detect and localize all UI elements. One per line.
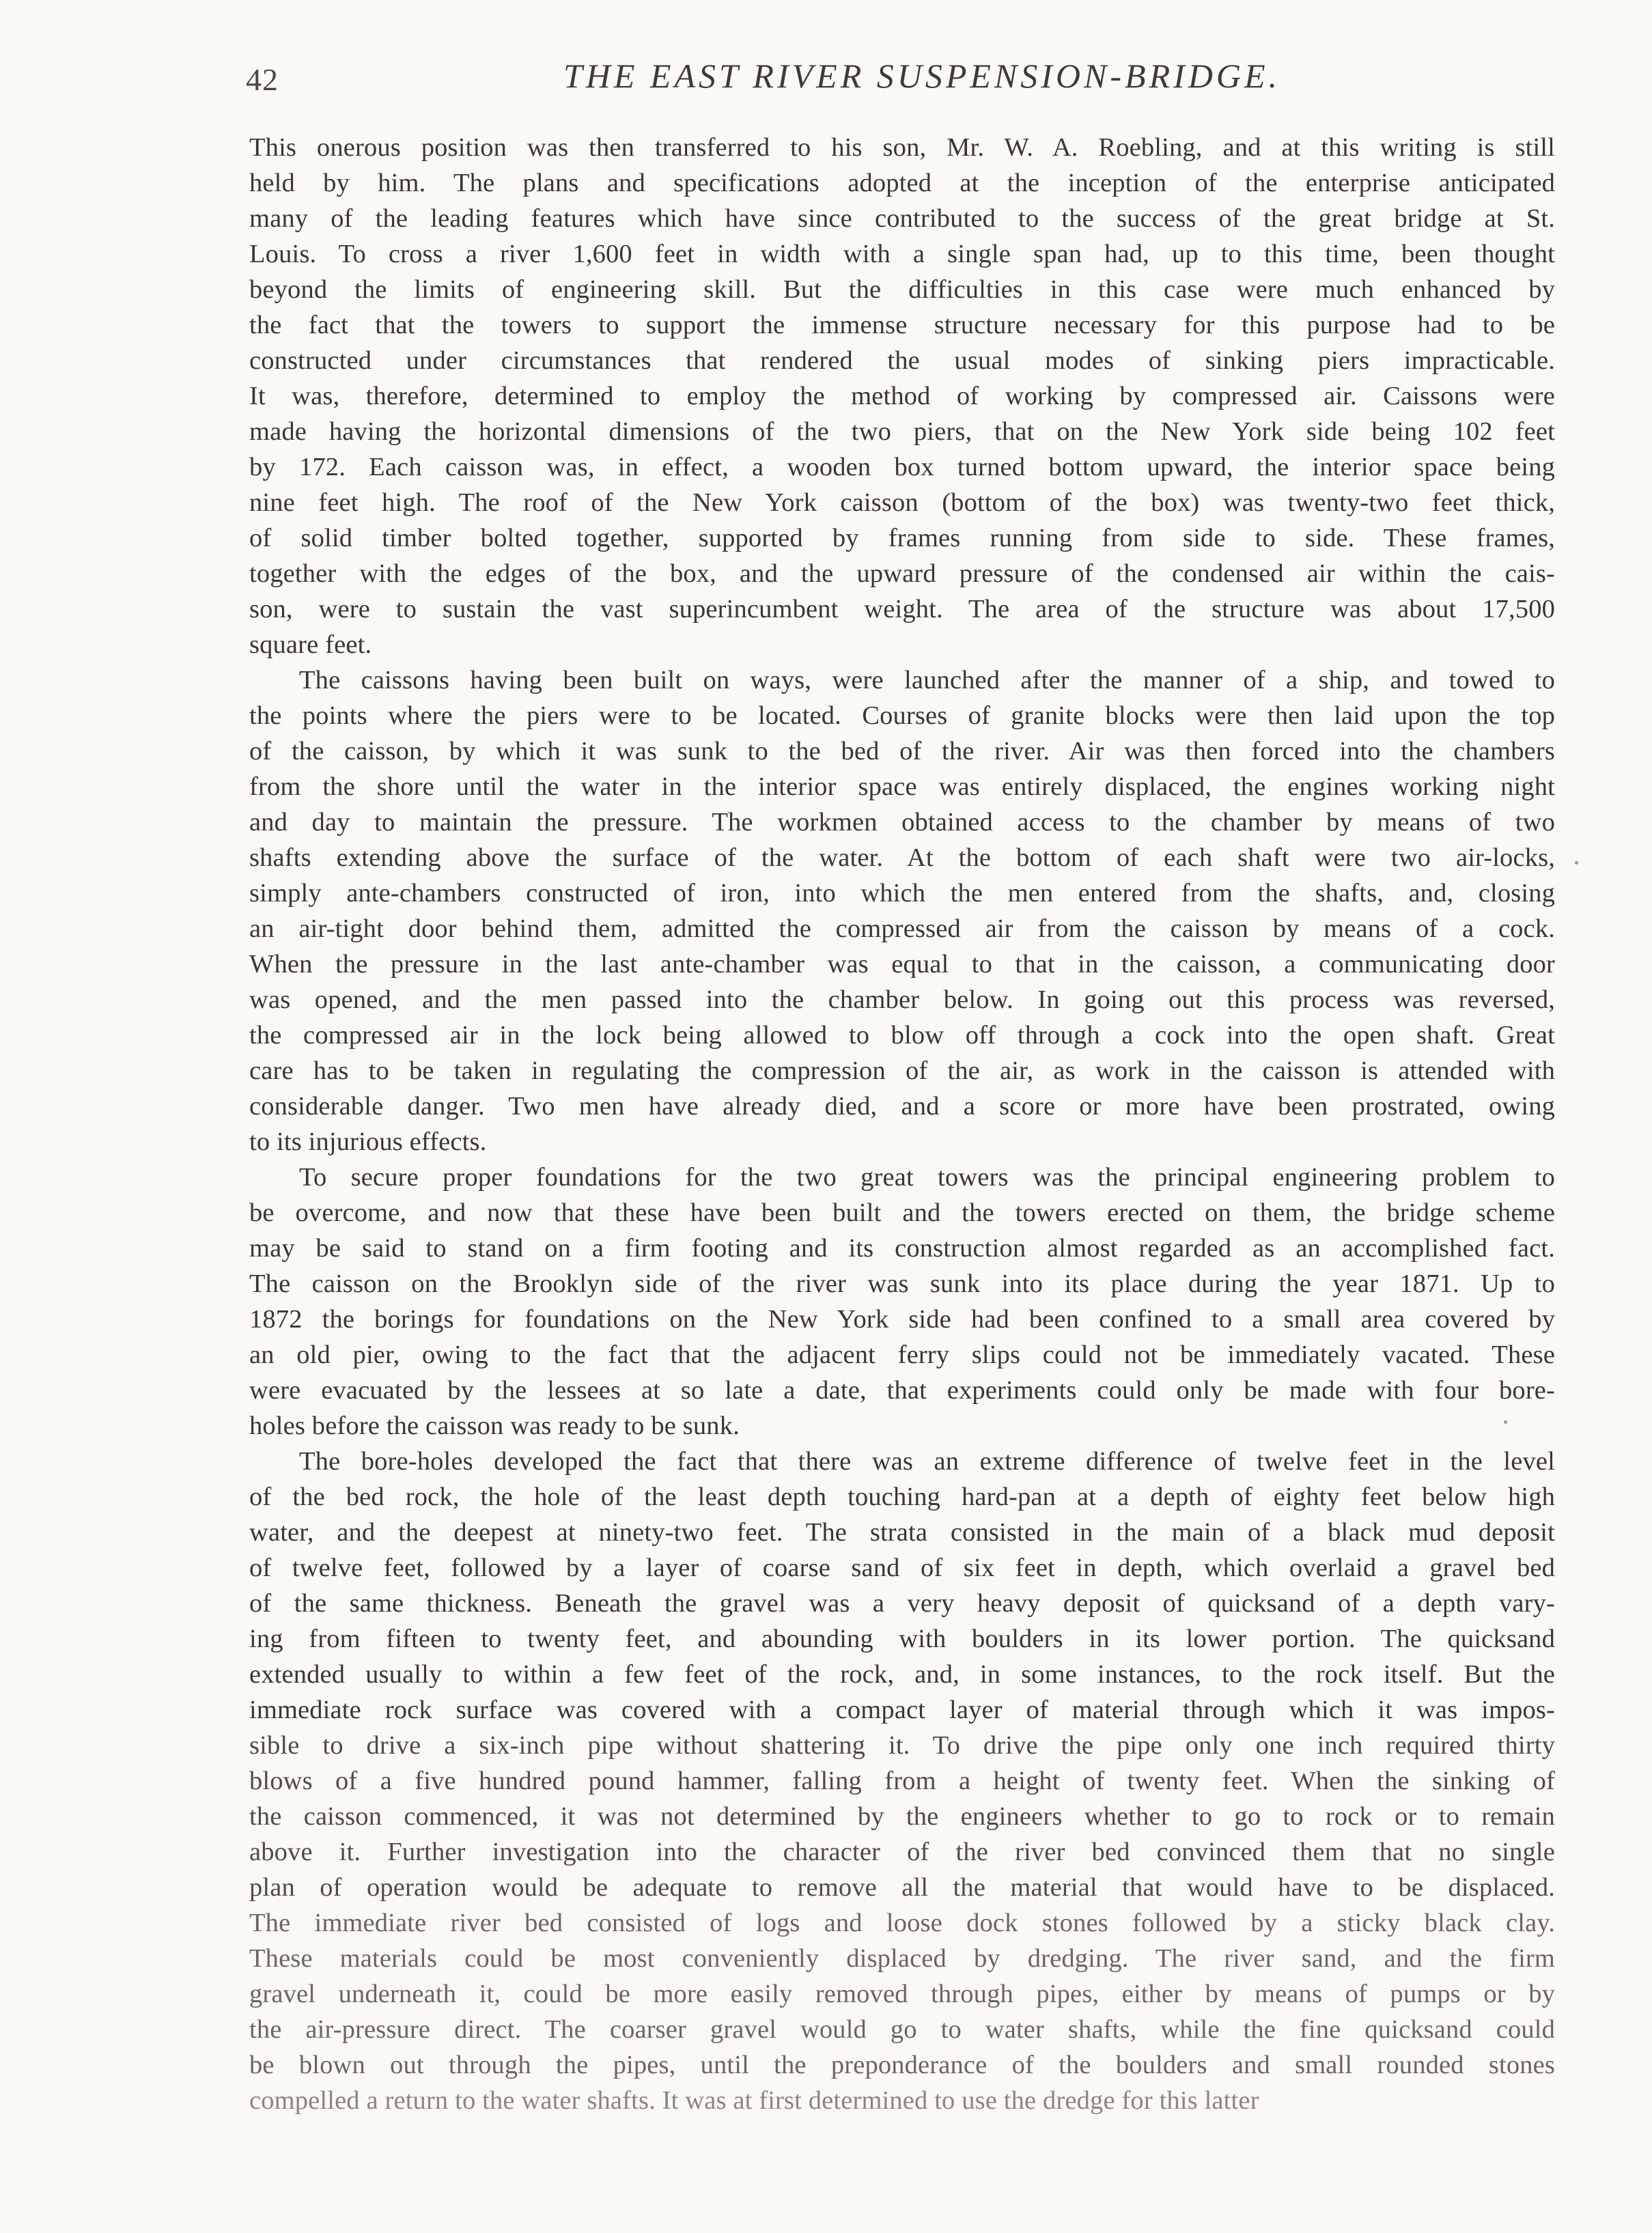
text-line: The caisson on the Brooklyn side of the river was sunk into its place during the year 1871. Up to bbox=[249, 1269, 1555, 1298]
text-line: the points where the piers were to be located. Courses of granite blocks were then laid upon the top bbox=[249, 701, 1555, 730]
text-line: square feet. bbox=[249, 630, 372, 659]
text-line: nine feet high. The roof of the New York caisson (bottom of the box) was twenty-two feet thick, bbox=[249, 488, 1555, 517]
text-line: water, and the deepest at ninety-two feet. The strata consisted in the main of a black mud deposit bbox=[249, 1518, 1555, 1547]
text-line: shafts extending above the surface of the water. At the bottom of each shaft were two air-locks, bbox=[249, 843, 1555, 872]
text-line: son, were to sustain the vast superincumbent weight. The area of the structure was about 17,500 bbox=[249, 595, 1555, 623]
text-line: from the shore until the water in the interior space was entirely displaced, the engines working night bbox=[249, 772, 1555, 801]
text-line: These materials could be most conveniently displaced by dredging. The river sand, and the firm bbox=[249, 1944, 1555, 1973]
text-line: of twelve feet, followed by a layer of coarse sand of six feet in depth, which overlaid a gravel bed bbox=[249, 1554, 1555, 1582]
text-line: of solid timber bolted together, supported by frames running from side to side. These frames, bbox=[249, 524, 1555, 552]
text-line: sible to drive a six-inch pipe without shattering it. To drive the pipe only one inch required thirty bbox=[249, 1731, 1555, 1760]
text-line: It was, therefore, determined to employ the method of working by compressed air. Caissons were bbox=[249, 382, 1555, 410]
text-line: the air-pressure direct. The coarser gravel would go to water shafts, while the fine quicksand could bbox=[249, 2015, 1555, 2044]
text-line: Louis. To cross a river 1,600 feet in width with a single span had, up to this time, been thought bbox=[249, 240, 1555, 268]
text-line: When the pressure in the last ante-chamber was equal to that in the caisson, a communicating door bbox=[249, 950, 1555, 979]
margin-mark bbox=[1504, 1420, 1507, 1424]
running-title: THE EAST RIVER SUSPENSION-BRIDGE. bbox=[563, 57, 1281, 95]
text-line: many of the leading features which have since contributed to the success of the great bridge at St. bbox=[249, 204, 1555, 233]
text-line: care has to be taken in regulating the compression of the air, as work in the caisson is attended with bbox=[249, 1056, 1555, 1085]
text-line: held by him. The plans and specifications adopted at the inception of the enterprise anticipated bbox=[249, 169, 1555, 197]
text-line: ing from fifteen to twenty feet, and abounding with boulders in its lower portion. The quicksand bbox=[249, 1625, 1555, 1653]
running-head bbox=[246, 56, 1557, 111]
text-line: the caisson commenced, it was not determined by the engineers whether to go to rock or to remain bbox=[249, 1802, 1555, 1831]
text-line: immediate rock surface was covered with a compact layer of material through which it was impos- bbox=[249, 1696, 1555, 1724]
page-number: 42 bbox=[246, 62, 279, 97]
text-line: be blown out through the pipes, until the preponderance of the boulders and small rounded stones bbox=[249, 2051, 1555, 2079]
text-line: by 172. Each caisson was, in effect, a wooden box turned bottom upward, the interior space being bbox=[249, 453, 1555, 481]
text-line: an air-tight door behind them, admitted the compressed air from the caisson by means of a cock. bbox=[249, 914, 1555, 943]
text-line: The caissons having been built on ways, were launched after the manner of a ship, and towed to bbox=[299, 666, 1555, 694]
text-line: was opened, and the men passed into the chamber below. In going out this process was reversed, bbox=[249, 985, 1555, 1014]
text-line: constructed under circumstances that rendered the usual modes of sinking piers impracticable. bbox=[249, 346, 1555, 375]
text-line: the fact that the towers to support the immense structure necessary for this purpose had to be bbox=[249, 311, 1555, 339]
text-line: The bore-holes developed the fact that there was an extreme difference of twelve feet in the level bbox=[299, 1447, 1555, 1476]
text-line: of the bed rock, the hole of the least depth touching hard-pan at a depth of eighty feet below high bbox=[249, 1483, 1555, 1511]
text-line: This onerous position was then transferred to his son, Mr. W. A. Roebling, and at this writing is still bbox=[249, 133, 1555, 162]
text-line: above it. Further investigation into the character of the river bed convinced them that no single bbox=[249, 1838, 1555, 1866]
text-line: may be said to stand on a firm footing and its construction almost regarded as an accomplished fact. bbox=[249, 1234, 1555, 1263]
text-line: an old pier, owing to the fact that the adjacent ferry slips could not be immediately vacated. These bbox=[249, 1340, 1555, 1369]
text-line: To secure proper foundations for the two great towers was the principal engineering problem to bbox=[299, 1163, 1555, 1192]
paragraph bbox=[249, 1444, 1555, 2118]
text-line: simply ante-chambers constructed of iron, into which the men entered from the shafts, and, closing bbox=[249, 879, 1555, 908]
paragraph bbox=[249, 662, 1555, 1160]
margin-mark bbox=[1575, 861, 1578, 865]
text-line: blows of a five hundred pound hammer, falling from a height of twenty feet. When the sinking of bbox=[249, 1767, 1555, 1795]
text-line: holes before the caisson was ready to be sunk. bbox=[249, 1412, 740, 1440]
text-line: considerable danger. Two men have already died, and a score or more have been prostrated, owing bbox=[249, 1092, 1555, 1121]
text-line: and day to maintain the pressure. The workmen obtained access to the chamber by means of two bbox=[249, 808, 1555, 837]
text-line: made having the horizontal dimensions of the two piers, that on the New York side being 102 feet bbox=[249, 417, 1555, 446]
text-line: were evacuated by the lessees at so late a date, that experiments could only be made with four bore- bbox=[249, 1376, 1555, 1405]
text-line: be overcome, and now that these have been built and the towers erected on them, the bridge scheme bbox=[249, 1198, 1555, 1227]
text-line: of the caisson, by which it was sunk to the bed of the river. Air was then forced into the chambers bbox=[249, 737, 1555, 766]
text-line: the compressed air in the lock being allowed to blow off through a cock into the open shaft. Great bbox=[249, 1021, 1555, 1050]
paragraph bbox=[249, 1160, 1555, 1444]
text-line: to its injurious effects. bbox=[249, 1127, 487, 1156]
text-line: beyond the limits of engineering skill. But the difficulties in this case were much enhanced by bbox=[249, 275, 1555, 304]
text-line: compelled a return to the water shafts. It was at first determined to use the dredge for this latter bbox=[249, 2086, 1259, 2115]
text-line: The immediate river bed consisted of logs and loose dock stones followed by a sticky black clay. bbox=[249, 1909, 1555, 1937]
body-text bbox=[249, 130, 1555, 2118]
paragraph bbox=[249, 130, 1555, 662]
text-line: plan of operation would be adequate to remove all the material that would have to be displaced. bbox=[249, 1873, 1555, 1902]
text-line: of the same thickness. Beneath the gravel was a very heavy deposit of quicksand of a depth vary- bbox=[249, 1589, 1555, 1618]
text-line: together with the edges of the box, and the upward pressure of the condensed air within the cais- bbox=[249, 559, 1555, 588]
text-line: gravel underneath it, could be more easily removed through pipes, either by means of pumps or by bbox=[249, 1980, 1555, 2008]
text-line: extended usually to within a few feet of the rock, and, in some instances, to the rock itself. But the bbox=[249, 1660, 1555, 1689]
text-line: 1872 the borings for foundations on the New York side had been confined to a small area covered by bbox=[249, 1305, 1555, 1334]
